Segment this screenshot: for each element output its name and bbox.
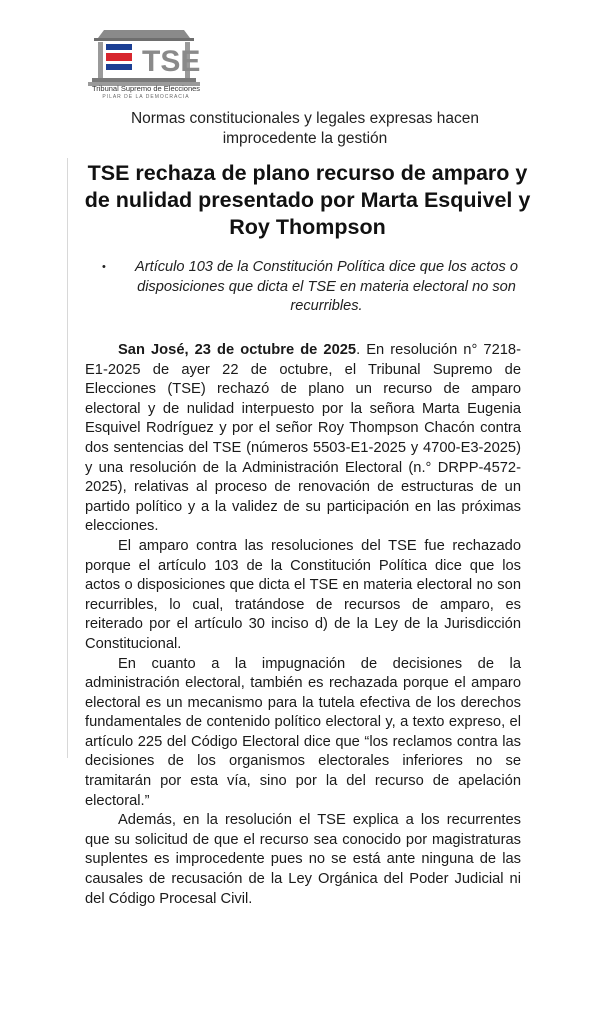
article-body [85,341,521,909]
summary-bullet [100,258,540,317]
dateline: San José, 23 de octubre de 2025 [118,342,357,358]
paragraph-2: El amparo contra las resoluciones del TSE fue rechazado porque el artículo 103 de la Constitución Política dice que los actos o disposiciones que dicta el TSE en materia electoral no son recurribles, lo cual, tratándose de recursos de amparo, es reiterado por el artículo 30 inciso d) de la Ley de la Jurisdicción Constitucional. [85,537,521,652]
kicker: Normas constitucionales y legales expresas hacen improcedente la gestión [130,110,480,147]
margin-rule [67,158,68,758]
paragraph-3: En cuanto a la impugnación de decisiones de la administración electoral, también es rechazada porque el amparo electoral es un mecanismo para la tutela efectiva de los derechos fundamentales de contenido político electoral y, a texto expreso, el artículo 225 del Código Electoral dice que “los reclamos contra las decisiones de los organismos electorales inferiores no se tramitarán por esta vía, sino por la del recurso de apelación electoral.” [85,655,521,809]
paragraph-1 [85,341,521,537]
paragraph-1-text: . En resolución n° 7218-E1-2025 de ayer 22 de octubre, el Tribunal Supremo de Elecciones (TSE) rechazó de plano un recurso de amparo electoral y de nulidad interpuesto por la señora Marta Eugenia Esquivel Rodríguez y por el señor Roy Thompson Chacón contra dos sentencias del TSE (números 5503-E1-2025 y 4700-E3-2025) y una resolución de la Administración Electoral (n.° DRPP-4572-2025), relativas al proceso de renovación de estructuras de un partido político y a la validez de su participación en las próximas elecciones. [85,342,521,535]
tse-logo-mark [84,24,204,88]
headline: TSE rechaza de plano recurso de amparo y de nulidad presentado por Marta Esquivel y Roy Thompson [84,161,531,239]
logo-tagline: PILAR DE LA DEMOCRACIA [102,94,190,100]
paragraph-4: Además, en la resolución el TSE explica a los recurrentes que su solicitud de que el recurso sea conocido por magistraturas suplentes es improcedente pues no se está ante ninguna de las causales de recusación de la Ley Orgánica del Poder Judicial ni del Código Procesal Civil. [85,812,521,907]
logo-caption: Tribunal Supremo de Elecciones [91,84,201,93]
tse-letters: TSE [142,45,201,78]
bullet-icon: • [102,261,106,273]
bullet-text: Artículo 103 de la Constitución Política dice que los actos o disposiciones que dicta el TSE en materia electoral no son recurribles. [135,259,518,314]
